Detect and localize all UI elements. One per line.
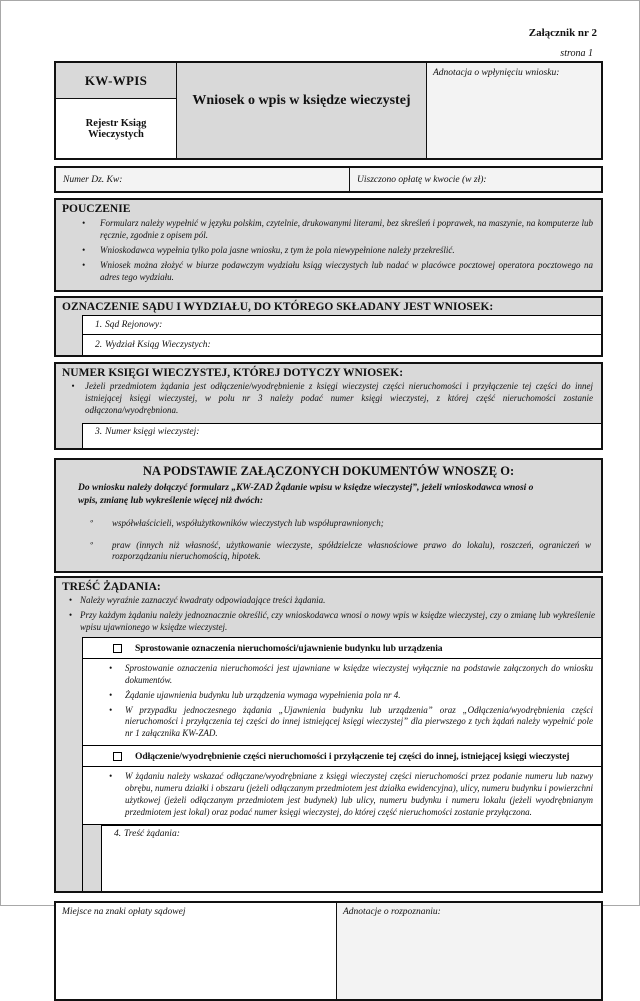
basis-intro: Do wniosku należy dołączyć formularz „KW-ZAD Żądanie wpisu w księdze wieczystej”, jeżeli wnioskodawca wnosi o wpis, zmianę lub wykreślenie więcej niż dwóch: <box>78 483 534 506</box>
page-number: strona 1 <box>560 48 593 59</box>
section-basis <box>54 458 603 573</box>
field-wydzial[interactable] <box>82 335 601 355</box>
pouczenie-bullet: • Formularz należy wypełnić w języku polskim, czytelnie, drukowanymi literami, bez skreśleń i poprawek, na maszynie, na komputerze lub ręcznie, zgodnie z opisem pól. <box>82 218 593 240</box>
receipt-annotation-cell: Adnotacja o wpłynięciu wniosku: <box>426 63 601 158</box>
field-numer-ksiegi[interactable] <box>82 423 601 448</box>
request-title: TREŚĆ ŻĄDANIA: <box>62 581 161 594</box>
bullet-icon: • <box>68 610 73 621</box>
field-number: 1. <box>95 320 103 331</box>
basis-item: º praw (innych niż własność, użytkowanie wieczyste, spółdzielcze własnościowe prawo do lokalu), roszczeń, ograniczeń w rozporządzaniu nieruchomością, hipotek. <box>90 539 591 562</box>
recognition-annotation-area: Adnotacje o rozpoznaniu: <box>336 903 601 999</box>
note-bullet: • Sprostowanie oznaczenia nieruchomości jest ujawniane w księdze wieczystej wyłącznie na podstawie załączonych do wniosku dokumentów. <box>109 662 593 685</box>
checkbox-sprostowanie[interactable] <box>113 644 122 653</box>
section-kw-number <box>54 362 603 450</box>
bullet-icon: • <box>68 595 73 606</box>
ring-bullet-icon: º <box>90 539 93 550</box>
field-tresc-zadania-wrap <box>83 825 601 891</box>
attachment-label: Załącznik nr 2 <box>528 27 597 39</box>
bullet-icon: • <box>82 244 86 255</box>
form-code: KW-WPIS <box>56 63 176 99</box>
form-header <box>54 61 603 160</box>
ring-bullet-icon: º <box>90 517 93 528</box>
section-request <box>54 576 603 892</box>
request-bullet: • Przy każdym żądaniu należy jednoznacznie określić, czy wnioskodawca wnosi o nowy wpis w księdze wieczystej, czy o zmianę lub wykreślenie wpisu ujawnionego w księdze wieczystej. <box>61 610 595 634</box>
fee-field[interactable]: Uiszczono opłatę w kwocie (w zł): <box>350 168 601 191</box>
field-number: 4. <box>114 828 122 839</box>
pouczenie-bullet: • Wnioskodawca wypełnia tylko pola jasne wniosku, z tym że pola niewypełnione należy przekreślić. <box>82 244 455 255</box>
field-number: 3. <box>95 427 103 437</box>
option-odlaczenie <box>83 746 601 767</box>
basis-item: º współwłaścicieli, współużytkowników wieczystych lub współuprawnionych; <box>90 517 384 528</box>
note-bullet: • W żądaniu należy wskazać odłączane/wyodrębniane z księgi wieczystej części nieruchomości przez podanie numeru lub nazwy obrębu, numeru działki i obszaru (jeżeli odłączanym przedmiotem jest działka ewidencyjna), ulicy, numeru budynku i powierzchni użytkowej (jeżeli odłączanym przedmiotem jest budynek) lub ulicy, numeru budynku i numeru lokalu (jeżeli wyodrębnianym przedmiotem jest lokal) oraz podać numer księgi wieczystej, do której część nieruchomości zostanie przyłączona. <box>109 771 593 817</box>
footer-table <box>54 901 603 1001</box>
kw-number-note: • Jeżeli przedmiotem żądania jest odłączenie/wyodrębnienie z księgi wieczystej części nieruchomości i przyłączenie tej części do innej istniejącej księgi wieczystej, w polu nr 3 należy podać numer księgi wieczystej, z której część nieruchomości zostanie odłączona/wyodrębniona. <box>61 381 593 417</box>
request-bullet: • Należy wyraźnie zaznaczyć kwadraty odpowiadające treści żądania. <box>61 595 595 607</box>
note-bullet: • Żądanie ujawnienia budynku lub urządzenia wymaga wypełnienia pola nr 4. <box>109 689 401 700</box>
bullet-icon: • <box>109 771 113 782</box>
request-options-box <box>82 637 601 891</box>
field-label: Wydział Ksiąg Wieczystych: <box>105 340 211 351</box>
field-label: Sąd Rejonowy: <box>105 320 163 331</box>
checkbox-odlaczenie[interactable] <box>113 752 122 761</box>
option-sprostowanie-notes <box>83 659 601 746</box>
registry-name: Rejestr Ksiąg Wieczystych <box>56 99 176 158</box>
field-number: 2. <box>95 340 103 351</box>
field-label: Treść żądania: <box>124 828 180 839</box>
pouczenie-bullet: • Wniosek można złożyć w biurze podawczym wydziału ksiąg wieczystych lub nadać w placówce pocztowej operatora pocztowego na adres tego wydziału. <box>82 259 593 282</box>
form-header-left <box>56 63 177 158</box>
field-tresc-zadania[interactable] <box>101 825 601 891</box>
field-label: Numer księgi wieczystej: <box>105 427 200 437</box>
court-fee-stamp-area: Miejsce na znaki opłaty sądowej <box>56 903 336 999</box>
pouczenie-title: POUCZENIE <box>62 203 131 215</box>
meta-row <box>54 166 603 193</box>
option-label: Sprostowanie oznaczenia nieruchomości/ujawnienie budynku lub urządzenia <box>135 642 443 654</box>
form-title: Wniosek o wpis w księdze wieczystej <box>177 63 426 158</box>
option-sprostowanie <box>83 638 601 659</box>
option-odlaczenie-notes <box>83 767 601 825</box>
section-pouczenie <box>54 198 603 292</box>
bullet-icon: • <box>82 218 86 228</box>
dz-kw-field[interactable]: Numer Dz. Kw: <box>56 168 350 191</box>
kw-number-title: NUMER KSIĘGI WIECZYSTEJ, KTÓREJ DOTYCZY WNIOSEK: <box>62 367 404 380</box>
court-section-title: OZNACZENIE SĄDU I WYDZIAŁU, DO KTÓREGO SKŁADANY JEST WNIOSEK: <box>62 301 494 314</box>
basis-title: NA PODSTAWIE ZAŁĄCZONYCH DOKUMENTÓW WNOSZĘ O: <box>142 464 515 478</box>
bullet-icon: • <box>109 662 113 673</box>
bullet-icon: • <box>109 689 113 700</box>
note-bullet: • W przypadku jednoczesnego żądania „Ujawnienia budynku lub urządzenia” oraz „Odłączenia/wyodrębnienia części nieruchomości i przyłączenia tej części do innej istniejącej księgi wieczystej” dla pierwszego z tych żądań należy wypełnić pole nr 1 załącznika KW-ZAD. <box>109 704 593 739</box>
bullet-icon: • <box>109 704 113 715</box>
bullet-icon: • <box>71 381 75 392</box>
bullet-icon: • <box>82 259 86 270</box>
option-label: Odłączenie/wyodrębnienie części nieruchomości i przyłączenie tej części do innej, istniejącej księgi wieczystej <box>135 751 570 763</box>
field-sad-rejonowy[interactable] <box>82 315 601 335</box>
section-court <box>54 296 603 357</box>
